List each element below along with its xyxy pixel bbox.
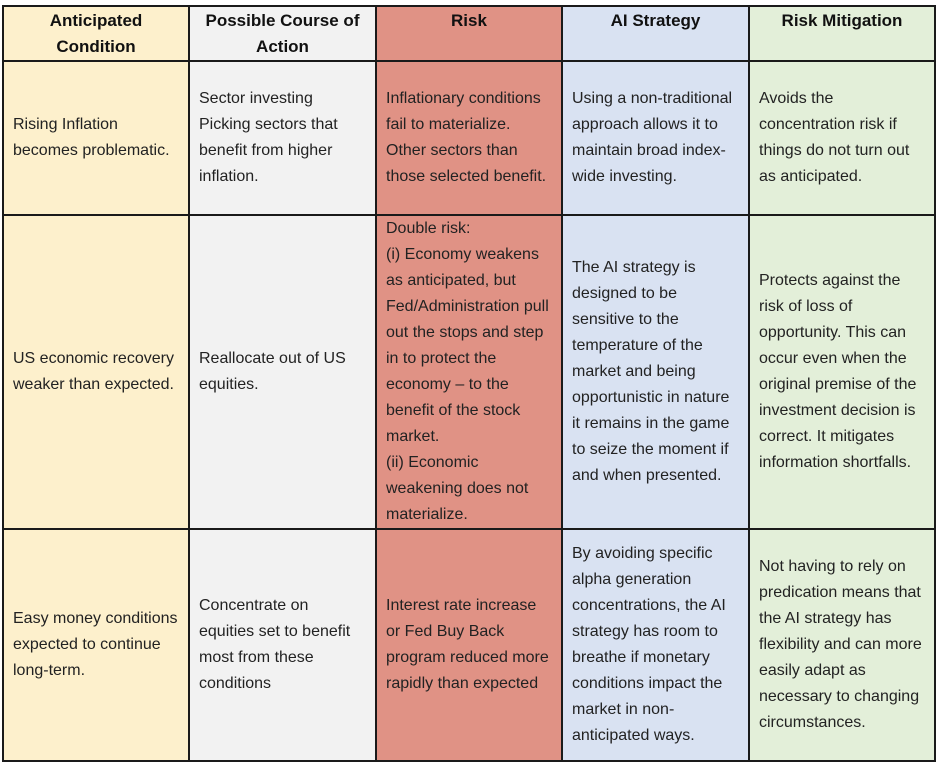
risk-cell <box>376 61 562 215</box>
ai-strategy-cell: Using a non-traditional approach allows it to maintain broad index-wide investing. <box>562 61 749 215</box>
risk-line: (i) Economy weakens as anticipated, but Fed/Administration pull out the stops and step in to protect the economy – to the benefit of the stock market. <box>386 246 554 445</box>
risk-line: Interest rate increase or Fed Buy Back program reduced more rapidly than expected <box>386 597 554 692</box>
risk-line: Other sectors than those selected benefit. <box>386 142 547 185</box>
table-row <box>3 61 935 215</box>
condition-cell: US economic recovery weaker than expected. <box>3 215 189 529</box>
action-line: Sector investing <box>199 90 313 107</box>
header-risk: Risk <box>376 6 562 61</box>
risk-cell <box>376 215 562 529</box>
risk-line: Inflationary conditions fail to materialize. <box>386 90 546 133</box>
table-row <box>3 529 935 761</box>
ai-strategy-cell: The AI strategy is designed to be sensitive to the temperature of the market and being opportunistic in nature it remains in the game to seize the moment if and when presented. <box>562 215 749 529</box>
mitigation-cell: Avoids the concentration risk if things do not turn out as anticipated. <box>749 61 935 215</box>
condition-cell: Easy money conditions expected to continue long-term. <box>3 529 189 761</box>
action-cell <box>189 529 376 761</box>
risk-line: (ii) Economic weakening does not materialize. <box>386 454 533 523</box>
header-course-of-action: Possible Course of Action <box>189 6 376 61</box>
table-row <box>3 215 935 529</box>
action-line: Picking sectors that benefit from higher inflation. <box>199 116 343 185</box>
action-line: Concentrate on equities set to benefit most from these conditions <box>199 597 355 692</box>
mitigation-cell: Not having to rely on predication means that the AI strategy has flexibility and can more easily adapt as necessary to changing circumstances. <box>749 529 935 761</box>
mitigation-cell: Protects against the risk of loss of opportunity. This can occur even when the original premise of the investment decision is correct. It mitigates information shortfalls. <box>749 215 935 529</box>
risk-strategy-table <box>2 5 936 762</box>
condition-cell: Rising Inflation becomes problematic. <box>3 61 189 215</box>
header-anticipated-condition: Anticipated Condition <box>3 6 189 61</box>
action-line: Reallocate out of US equities. <box>199 350 351 393</box>
header-ai-strategy: AI Strategy <box>562 6 749 61</box>
risk-line: Double risk: <box>386 220 471 237</box>
header-row <box>3 6 935 61</box>
risk-cell <box>376 529 562 761</box>
header-risk-mitigation: Risk Mitigation <box>749 6 935 61</box>
ai-strategy-cell: By avoiding specific alpha generation concentrations, the AI strategy has room to breathe if monetary conditions impact the market in non-anticipated ways. <box>562 529 749 761</box>
action-cell <box>189 215 376 529</box>
action-cell <box>189 61 376 215</box>
